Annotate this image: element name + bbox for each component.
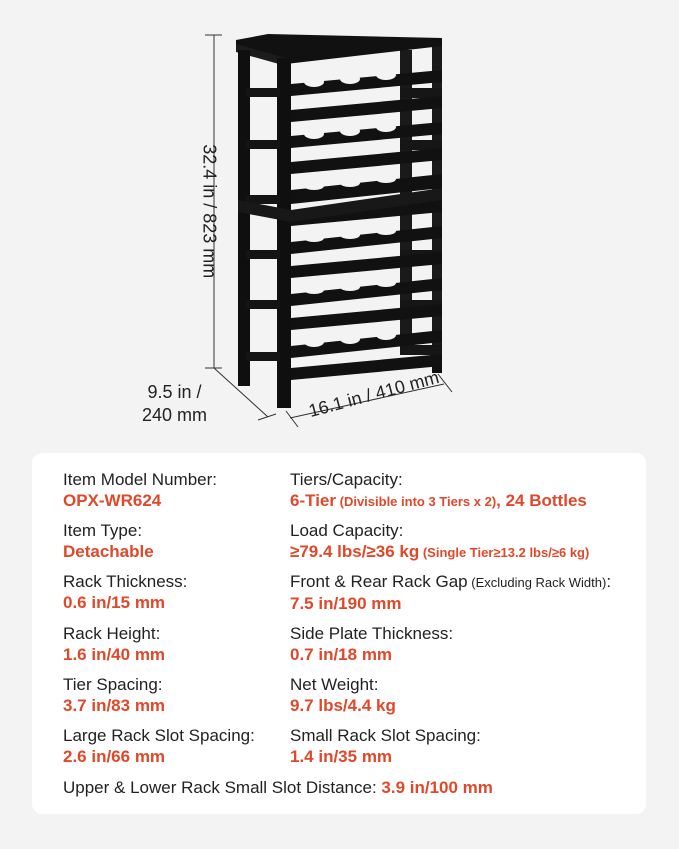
spec-label-end: :: [606, 572, 612, 591]
spec-label: Tiers/Capacity:: [290, 470, 403, 489]
spec-value-main: 6-Tier: [290, 491, 336, 510]
spec-label: Large Rack Slot Spacing:: [63, 726, 255, 745]
depth-dimension-line2: 240 mm: [142, 404, 208, 425]
spec-rack-gap: [290, 571, 611, 615]
spec-label: Net Weight:: [290, 675, 379, 694]
spec-value: 2.6 in/66 mm: [63, 747, 166, 766]
spec-label: Tier Spacing:: [63, 675, 163, 694]
spec-value: 0.6 in/15 mm: [63, 593, 166, 612]
spec-tiers-capacity: [290, 469, 587, 513]
spec-value: 3.7 in/83 mm: [63, 696, 166, 715]
spec-value-note: (Single Tier≥13.2 lbs/≥6 kg): [419, 545, 590, 560]
spec-side-plate-thickness: [290, 623, 453, 666]
spec-label-main: Front & Rear Rack Gap: [290, 572, 468, 591]
depth-dimension-line1: 9.5 in /: [147, 382, 202, 402]
spec-label: Item Model Number:: [63, 470, 217, 489]
spec-load-capacity: [290, 520, 589, 564]
spec-value: 9.7 lbs/4.4 kg: [290, 696, 396, 715]
spec-value-note: (Divisible into 3 Tiers x 2): [336, 494, 497, 509]
spec-value: 3.9 in/100 mm: [381, 778, 493, 797]
spec-rack-thickness: [63, 571, 187, 614]
spec-value-main: ≥79.4 lbs/≥36 kg: [290, 542, 420, 561]
height-dimension-label: 32.4 in / 823 mm: [199, 144, 220, 279]
spec-value: [290, 541, 589, 564]
specifications-card: [32, 453, 646, 814]
spec-label: Small Rack Slot Spacing:: [290, 726, 481, 745]
spec-value: Detachable: [63, 542, 154, 561]
spec-tier-spacing: [63, 674, 165, 717]
spec-label: Rack Height:: [63, 624, 161, 643]
spec-value: 7.5 in/190 mm: [290, 594, 402, 613]
spec-value: 0.7 in/18 mm: [290, 645, 393, 664]
spec-value: 1.4 in/35 mm: [290, 747, 393, 766]
spec-item-type: [63, 520, 154, 563]
spec-label: Side Plate Thickness:: [290, 624, 454, 643]
spec-small-slot-spacing: [290, 725, 481, 768]
spec-label: Item Type:: [63, 521, 143, 540]
depth-dimension-label: [142, 381, 207, 426]
spec-label-note: (Excluding Rack Width): [467, 575, 607, 590]
width-dimension-label: 16.1 in / 410 mm: [306, 367, 442, 422]
spec-value: OPX-WR624: [63, 491, 162, 510]
spec-label: Load Capacity:: [290, 521, 404, 540]
spec-label: Upper & Lower Rack Small Slot Distance:: [63, 778, 382, 797]
spec-label: [290, 571, 611, 593]
spec-net-weight: [290, 674, 396, 717]
spec-label: Rack Thickness:: [63, 572, 188, 591]
spec-item-model: [63, 469, 217, 512]
spec-slot-distance: [63, 777, 493, 799]
spec-large-slot-spacing: [63, 725, 255, 768]
spec-value: 1.6 in/40 mm: [63, 645, 166, 664]
spec-value-end: , 24 Bottles: [496, 491, 587, 510]
spec-value: [290, 490, 587, 513]
spec-rack-height: [63, 623, 165, 666]
